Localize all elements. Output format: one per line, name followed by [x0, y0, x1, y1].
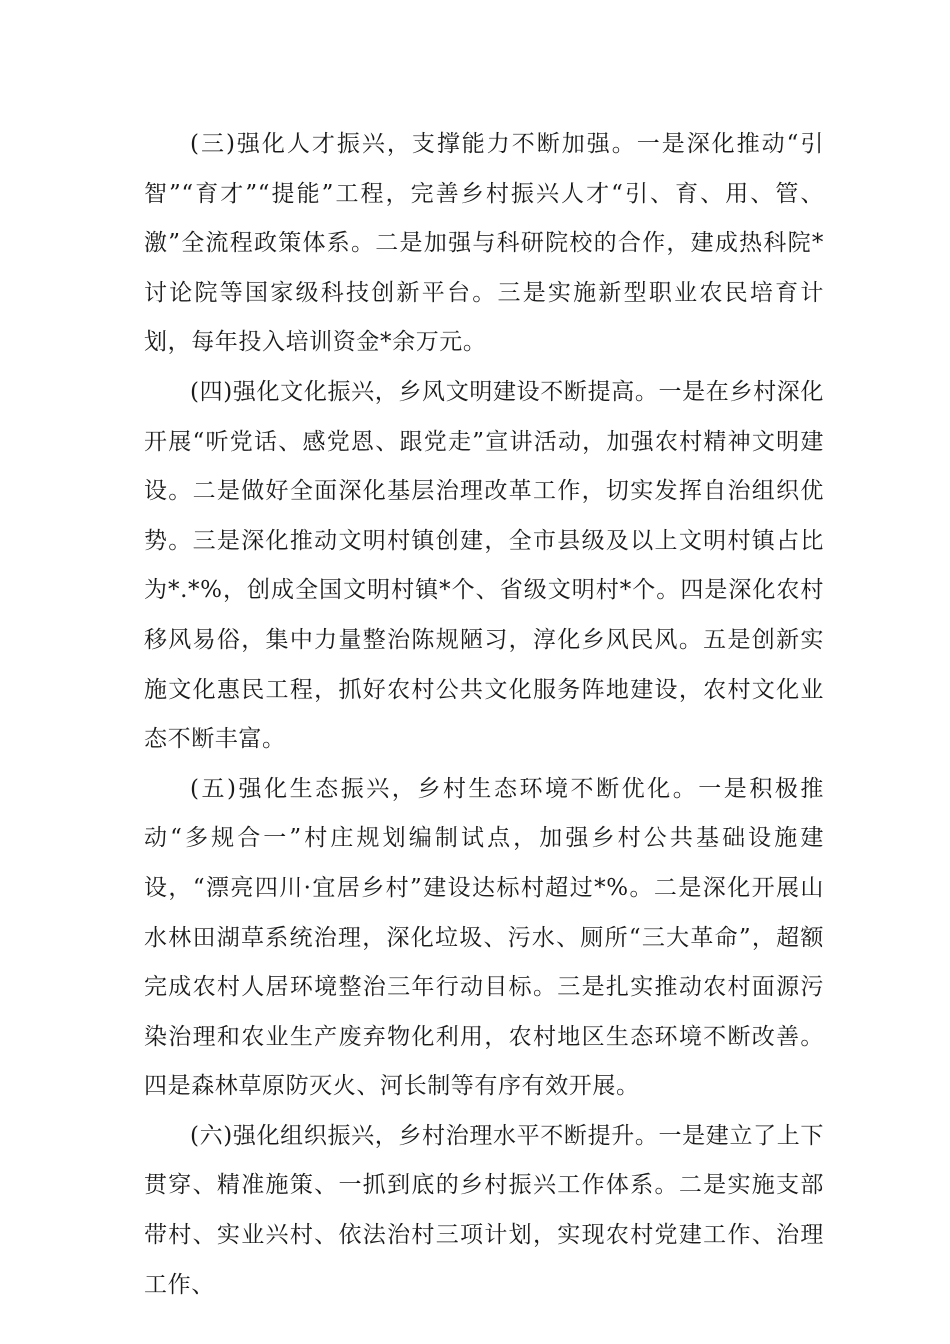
document-body [144, 120, 824, 1310]
paragraph-culture-revitalization: (四)强化文化振兴，乡风文明建设不断提高。一是在乡村深化开展“听党话、感党恩、跟党走”宣讲活动，加强农村精神文明建设。二是做好全面深化基层治理改革工作，切实发挥自治组织优势。三是深化推动文明村镇创建，全市县级及以上文明村镇占比为*.*%，创成全国文明村镇*个、省级文明村*个。四是深化农村移风易俗，集中力量整治陈规陋习，淳化乡风民风。五是创新实施文化惠民工程，抓好农村公共文化服务阵地建设，农村文化业态不断丰富。 [144, 378, 824, 753]
paragraph-ecology-revitalization: (五)强化生态振兴，乡村生态环境不断优化。一是积极推动“多规合一”村庄规划编制试点，加强乡村公共基础设施建设，“漂亮四川·宜居乡村”建设达标村超过*%。二是深化开展山水林田湖草系统治理，深化垃圾、污水、厕所“三大革命”，超额完成农村人居环境整治三年行动目标。三是扎实推动农村面源污染治理和农业生产废弃物化利用，农村地区生态环境不断改善。四是森林草原防灭火、河长制等有序有效开展。 [144, 775, 824, 1100]
paragraph-organization-revitalization: (六)强化组织振兴，乡村治理水平不断提升。一是建立了上下贯穿、精准施策、一抓到底的乡村振兴工作体系。二是实施支部带村、实业兴村、依法治村三项计划，实现农村党建工作、治理工作、 [144, 1122, 824, 1298]
paragraph-talent-revitalization: (三)强化人才振兴，支撑能力不断加强。一是深化推动“引智”“育才”“提能”工程，完善乡村振兴人才“引、育、用、管、激”全流程政策体系。二是加强与科研院校的合作，建成热科院*讨论院等国家级科技创新平台。三是实施新型职业农民培育计划，每年投入培训资金*余万元。 [144, 131, 824, 356]
